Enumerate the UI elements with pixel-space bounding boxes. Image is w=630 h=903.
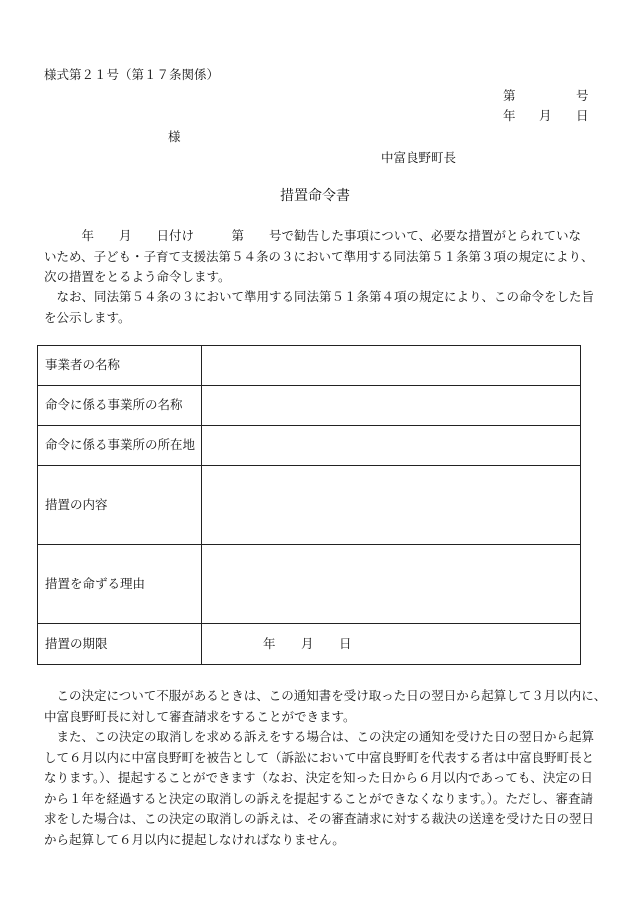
row-label-facility-address: 命令に係る事業所の所在地: [38, 426, 202, 466]
lawsuit-notice-line: から１年を経過すると決定の取消しの訴えを提起することができなくなります。）。ただし、審査請: [44, 790, 594, 806]
row-value-facility-name: [202, 386, 581, 426]
table-row: [38, 624, 581, 665]
deadline-month-label: 月: [301, 635, 314, 651]
date-day-label: 日: [576, 108, 589, 123]
lawsuit-notice-line: なります。）、提起することができます（なお、決定を知った日から６月以内であっても、決定の日: [44, 770, 593, 785]
date-month-label: 月: [539, 108, 552, 123]
addressee-honorific: 様: [168, 129, 181, 144]
table-row: [38, 346, 581, 386]
row-label-reason: 措置を命ずる理由: [38, 545, 202, 624]
row-label-business-name: 事業者の名称: [38, 346, 202, 386]
row-value-facility-address: [202, 426, 581, 466]
publication-paragraph-line: なお、同法第５４条の３において準用する同法第５１条第４項の規定により、この命令をした旨: [44, 289, 595, 304]
lawsuit-notice-paragraph: [44, 727, 595, 850]
table-row: [38, 545, 581, 624]
row-label-facility-name: 命令に係る事業所の名称: [38, 386, 202, 426]
row-value-measure-content: [202, 466, 581, 545]
publication-paragraph: [44, 287, 595, 328]
appeal-notice-line: この決定について不服があるときは、この通知書を受け取った日の翌日から起算して３月以内に、: [44, 688, 607, 703]
order-paragraph: [44, 226, 594, 288]
lawsuit-notice-line: また、この決定の取消しを求める訴えをする場合は、この決定の通知を受けた日の翌日から起算: [44, 729, 595, 744]
table-row: [38, 426, 581, 466]
deadline-year-label: 年: [263, 635, 276, 651]
appeal-notice-paragraph: [44, 686, 607, 727]
appeal-notice-line: 中富良野町長に対して審査請求をすることができます。: [44, 708, 356, 724]
form-number: 様式第２１号（第１７条関係）: [44, 67, 220, 82]
order-paragraph-line: いため、子ども・子育て支援法第５４条の３において準用する同法第５１条第３項の規定により、: [44, 248, 594, 264]
document-title: 措置命令書: [280, 188, 350, 204]
lawsuit-notice-line: して６月以内に中富良野町を被告として（訴訟において中富良野町を代表する者は中富良野町長と: [44, 749, 595, 765]
table-row: [38, 386, 581, 426]
row-value-business-name: [202, 346, 581, 386]
table-row: [38, 466, 581, 545]
row-label-measure-content: 措置の内容: [38, 466, 202, 545]
row-value-reason: [202, 545, 581, 624]
lawsuit-notice-line: から起算して６月以内に提起しなければなりません。: [44, 831, 345, 847]
lawsuit-notice-line: 求をした場合は、この決定の取消しの訴えは、その審査請求に対する裁決の送達を受けた日の翌日: [44, 811, 595, 826]
deadline-day-label: 日: [339, 635, 352, 651]
order-paragraph-line: 次の措置をとるよう命令します。: [44, 269, 231, 284]
order-paragraph-line: 年 月 日付け 第 号で勧告した事項について、必要な措置がとられていな: [44, 228, 582, 243]
order-details-table: [37, 345, 581, 665]
row-value-deadline: [202, 624, 581, 665]
date-year-label: 年: [503, 108, 516, 123]
issue-number-prefix: 第: [503, 88, 516, 103]
issuer-name: 中富良野町長: [381, 150, 457, 165]
issue-number-suffix: 号: [576, 88, 589, 103]
publication-paragraph-line: を公示します。: [44, 309, 131, 325]
row-label-deadline: 措置の期限: [38, 624, 202, 665]
